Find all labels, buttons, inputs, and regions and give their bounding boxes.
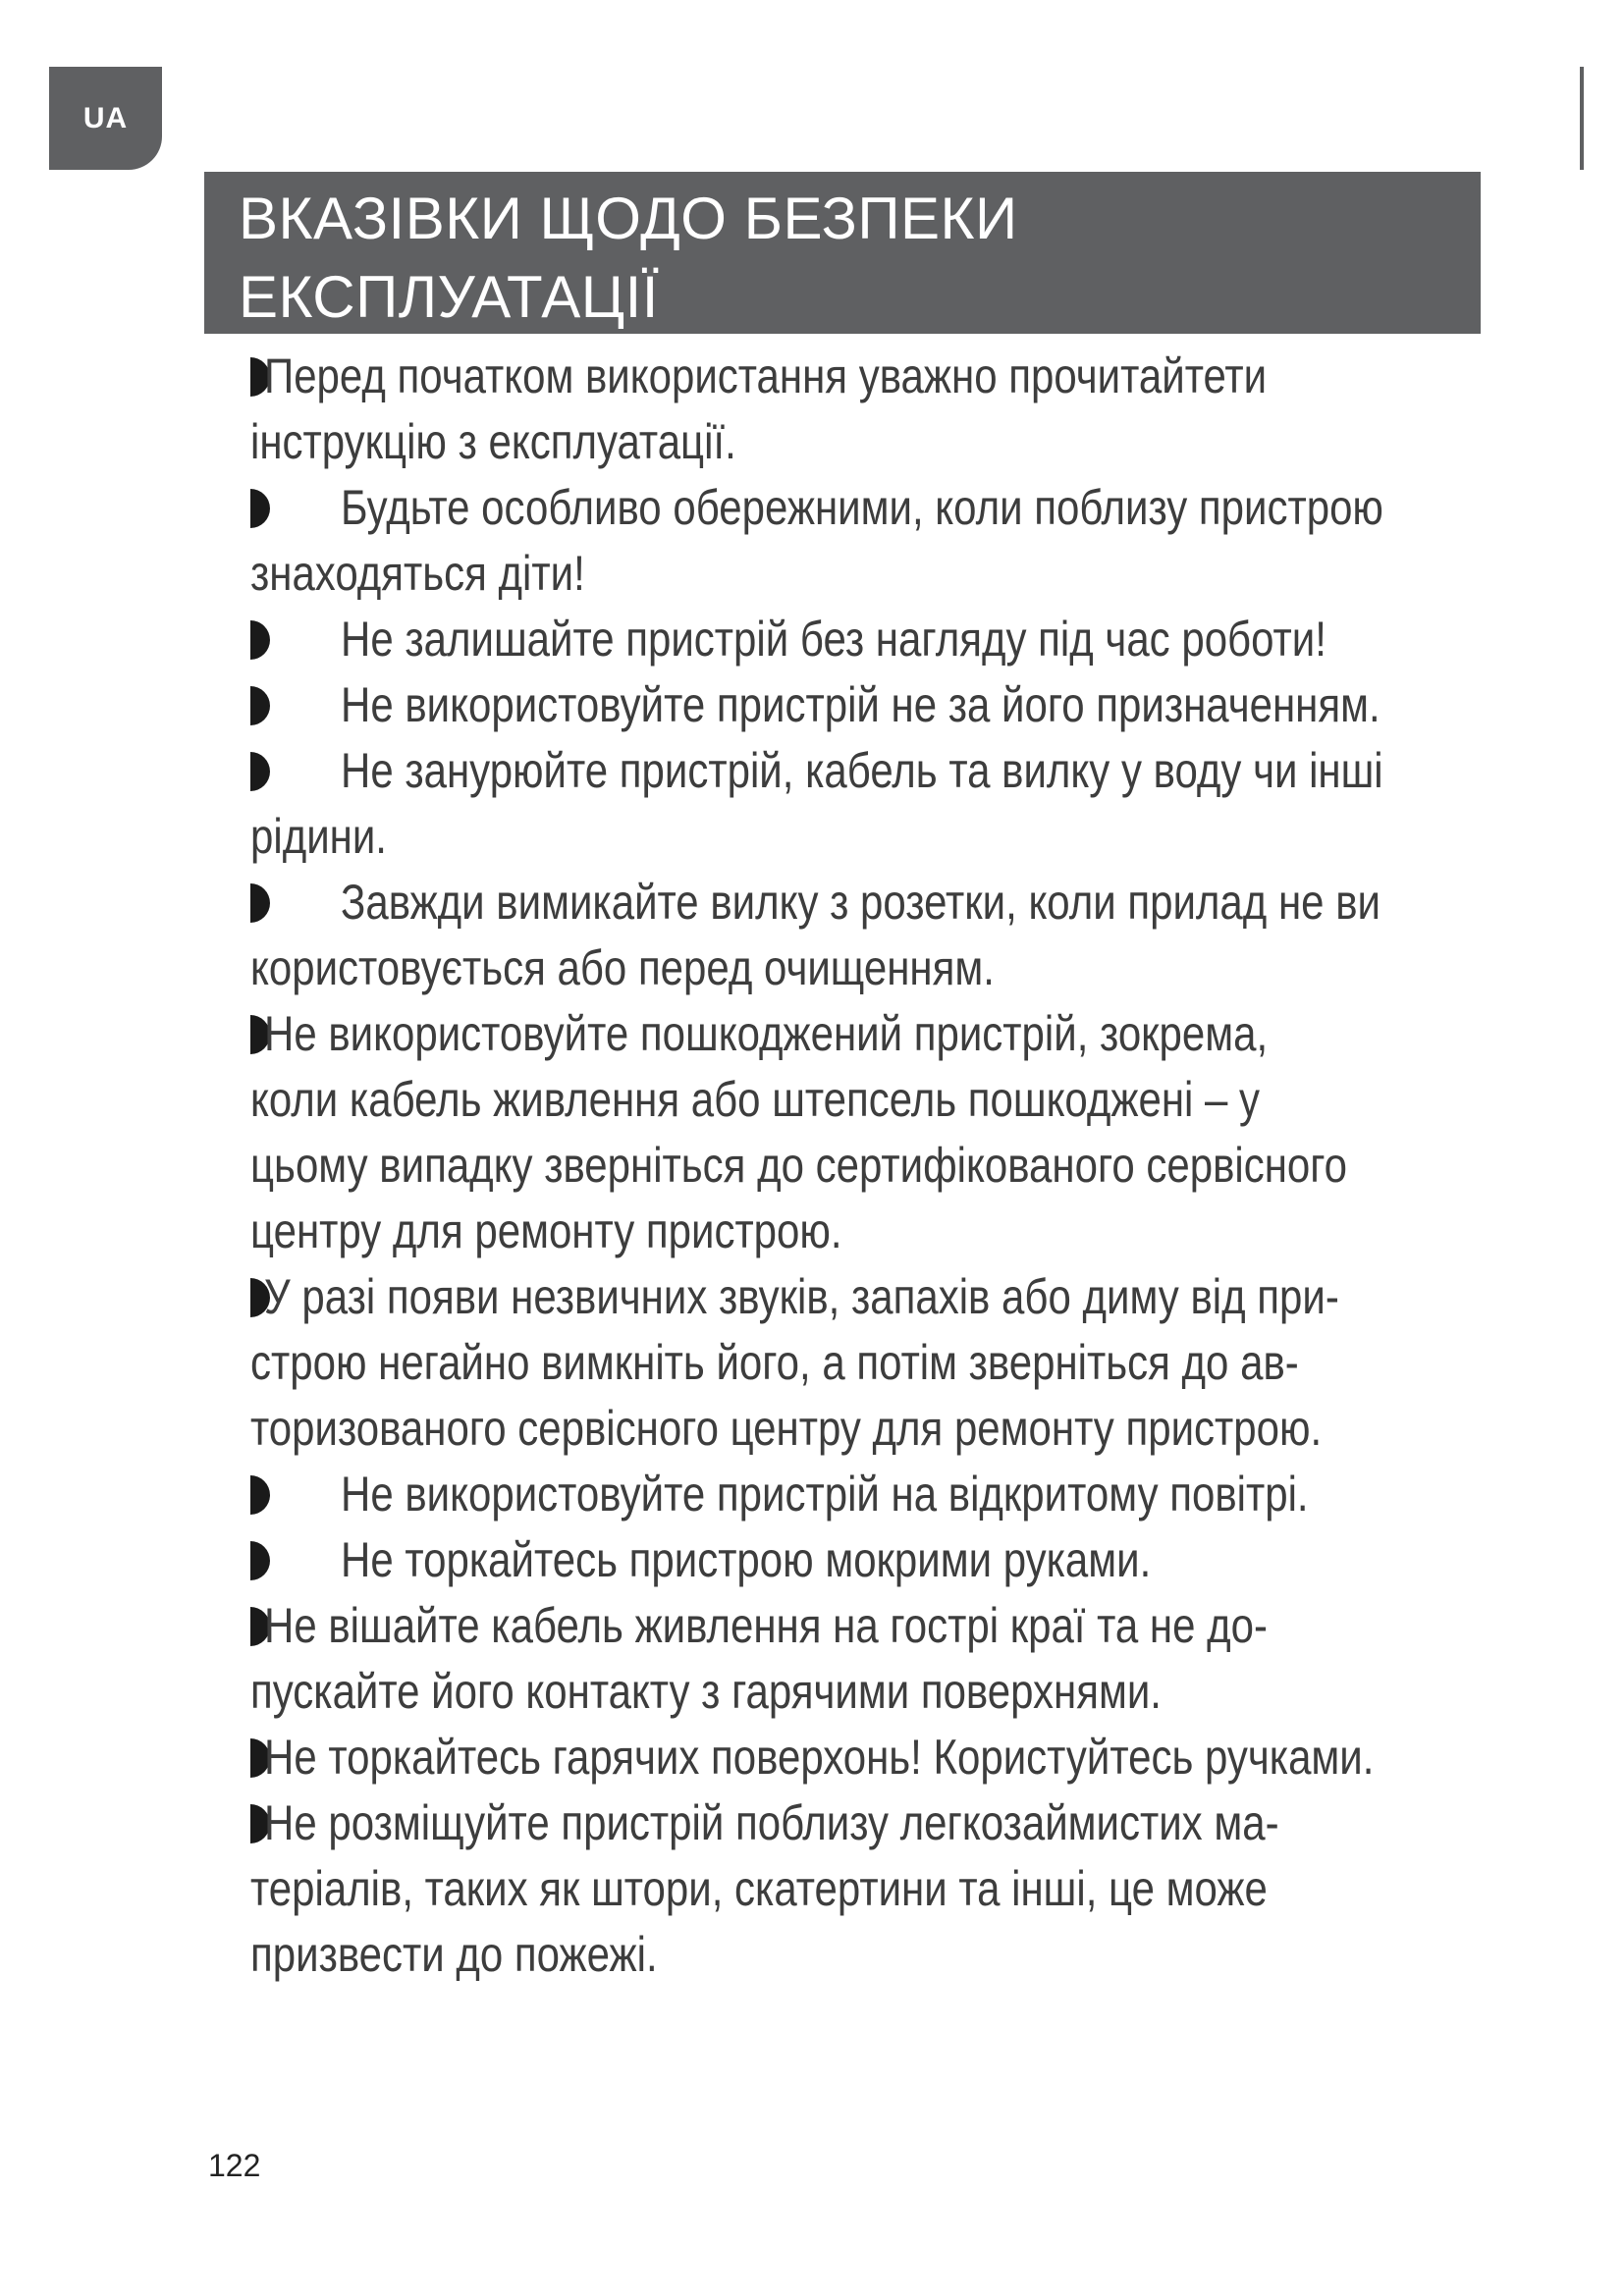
safety-instructions-list [250, 344, 1600, 1988]
safety-instruction-item [250, 870, 1600, 1001]
instruction-text: У разі появи незвичних звуків, запахів або диму від при- [264, 1269, 1339, 1324]
instruction-line [250, 1593, 1600, 1659]
instruction-line [250, 1067, 1600, 1133]
instruction-line [250, 672, 1600, 738]
instruction-text: Не торкайтесь пристрою мокрими руками. [341, 1532, 1152, 1587]
instruction-line [250, 1856, 1600, 1922]
instruction-line [250, 409, 1600, 475]
instruction-line [250, 1001, 1600, 1067]
page-number: 122 [208, 2148, 261, 2183]
section-title-line-1: ВКАЗІВКИ ЩОДО БЕЗПЕКИ [239, 186, 1018, 251]
safety-instruction-item [250, 475, 1600, 607]
section-title-line-2: ЕКСПЛУАТАЦІЇ [239, 264, 659, 330]
safety-instruction-item [250, 344, 1600, 475]
instruction-text: теріалів, таких як штори, скатертини та інші, це може [250, 1861, 1268, 1916]
instruction-line [250, 1133, 1600, 1199]
instruction-line [250, 1330, 1600, 1396]
instruction-text: призвести до пожежі. [250, 1927, 658, 1982]
instruction-line [250, 1790, 1600, 1856]
instruction-text: Завжди вимикайте вилку з розетки, коли прилад не ви [341, 875, 1380, 930]
instruction-text: пускайте його контакту з гарячими поверхнями. [250, 1664, 1162, 1719]
instruction-text: Перед початком використання уважно прочитайтети [264, 348, 1268, 403]
instruction-line [250, 1725, 1600, 1790]
instruction-line [250, 935, 1600, 1001]
instruction-text: знаходяться діти! [250, 546, 585, 601]
instruction-line [250, 1396, 1600, 1462]
instruction-line [250, 738, 1600, 804]
instruction-line [250, 344, 1600, 409]
instruction-text: центру для ремонту пристрою. [250, 1203, 842, 1258]
safety-instruction-item [250, 1725, 1600, 1790]
instruction-text: Не використовуйте пошкоджений пристрій, зокрема, [264, 1006, 1269, 1061]
instruction-text: Будьте особливо обережними, коли поблизу пристрою [341, 480, 1383, 535]
instruction-line [250, 1199, 1600, 1264]
safety-instruction-item [250, 607, 1600, 672]
safety-instruction-item [250, 1462, 1600, 1527]
safety-instruction-item [250, 1593, 1600, 1725]
instruction-text: користовується або перед очищенням. [250, 940, 995, 995]
safety-instruction-item [250, 1001, 1600, 1264]
safety-instruction-item [250, 672, 1600, 738]
language-tab: UA [49, 67, 162, 170]
instruction-text: інструкцію з експлуатації. [250, 414, 736, 469]
instruction-line [250, 541, 1600, 607]
instruction-line [250, 1659, 1600, 1725]
section-title [204, 172, 1481, 334]
safety-instruction-item [250, 1264, 1600, 1462]
instruction-line [250, 1922, 1600, 1988]
instruction-line [250, 1527, 1600, 1593]
safety-instruction-item [250, 1527, 1600, 1593]
instruction-text: цьому випадку зверніться до сертифікованого сервісного [250, 1138, 1348, 1193]
instruction-text: Не торкайтесь гарячих поверхонь! Користуйтесь ручками. [264, 1730, 1375, 1785]
instruction-text: рідини. [250, 809, 387, 864]
instruction-text: коли кабель живлення або штепсель пошкоджені – у [250, 1072, 1261, 1127]
instruction-text: Не вішайте кабель живлення на гострі краї та не до- [264, 1598, 1269, 1653]
instruction-text: Не використовуйте пристрій на відкритому повітрі. [341, 1467, 1309, 1522]
safety-instruction-item [250, 738, 1600, 870]
instruction-text: Не використовуйте пристрій не за його призначенням. [341, 677, 1380, 732]
instruction-text: торизованого сервісного центру для ремонту пристрою. [250, 1401, 1323, 1456]
page-edge-marker [1580, 67, 1584, 170]
instruction-text: Не занурюйте пристрій, кабель та вилку у воду чи інші [341, 743, 1383, 798]
instruction-text: Не залишайте пристрій без нагляду під час роботи! [341, 612, 1326, 667]
safety-instruction-item [250, 1790, 1600, 1988]
instruction-line [250, 1264, 1600, 1330]
instruction-line [250, 804, 1600, 870]
instruction-line [250, 870, 1600, 935]
instruction-line [250, 475, 1600, 541]
instruction-line [250, 1462, 1600, 1527]
instruction-line [250, 607, 1600, 672]
instruction-text: строю негайно вимкніть його, а потім зверніться до ав- [250, 1335, 1299, 1390]
instruction-text: Не розміщуйте пристрій поблизу легкозаймистих ма- [264, 1795, 1279, 1850]
